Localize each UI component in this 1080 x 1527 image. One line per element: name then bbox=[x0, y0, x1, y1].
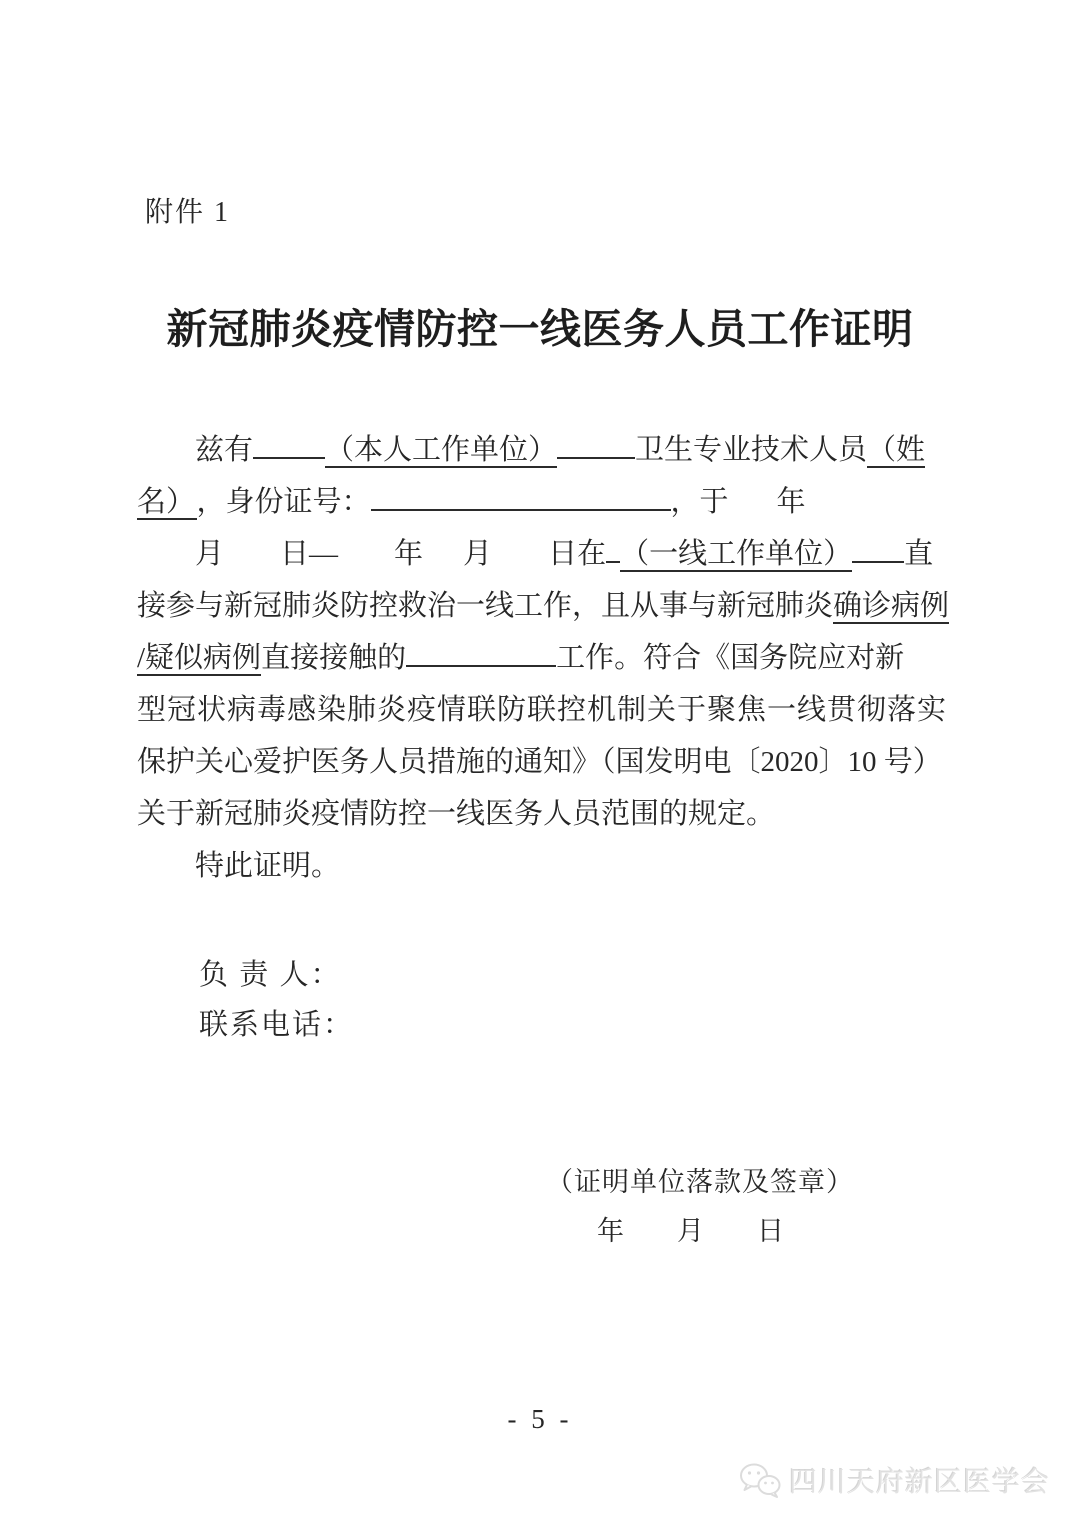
blank-field-own-unit-left bbox=[253, 425, 325, 459]
paragraph-indent bbox=[137, 562, 195, 563]
blank-field-frontline-unit-right bbox=[852, 529, 904, 563]
attachment-label: 附件 1 bbox=[145, 197, 231, 228]
blank-field-work-type bbox=[406, 633, 556, 667]
body-line-8 bbox=[137, 788, 952, 840]
line8-text: 关于新冠肺炎疫情防控一线医务人员范围的规定。 bbox=[137, 798, 776, 830]
document-body bbox=[137, 424, 952, 892]
line3-month2: 月 bbox=[463, 538, 493, 570]
spacer bbox=[729, 510, 777, 511]
line2-yu: ，于 bbox=[670, 486, 729, 518]
line3-month1: 月 bbox=[195, 538, 225, 570]
date-month-label: 月 bbox=[677, 1216, 704, 1246]
page-number: - 5 - bbox=[507, 1404, 573, 1434]
watermark bbox=[739, 1460, 1050, 1500]
paragraph-indent bbox=[137, 458, 195, 459]
own-unit-hint: （本人工作单位） bbox=[325, 434, 558, 466]
contact-phone-label: 联系电话： bbox=[199, 1009, 355, 1041]
blank-field-frontline-unit-left bbox=[606, 529, 620, 563]
name-open: （姓 bbox=[867, 434, 926, 466]
watermark-text: 四川天府新区医学会 bbox=[788, 1466, 1050, 1497]
spacer bbox=[338, 562, 394, 563]
date-year-label: 年 bbox=[597, 1216, 624, 1246]
line1-middle: 卫生专业技术人员 bbox=[635, 434, 868, 466]
wechat-logo-icon bbox=[739, 1462, 781, 1498]
spacer bbox=[423, 562, 463, 563]
line5-rest: 工作。符合《国务院应对新 bbox=[556, 642, 905, 674]
spacer bbox=[224, 562, 280, 563]
body-line-3 bbox=[137, 528, 952, 580]
date-day-label: 日 bbox=[757, 1216, 784, 1246]
line3-day-at: 日在 bbox=[548, 538, 607, 570]
body-line-7 bbox=[137, 736, 952, 788]
blank-field-own-unit-right bbox=[557, 425, 635, 459]
spacer bbox=[492, 562, 548, 563]
line3-year: 年 bbox=[394, 538, 424, 570]
line2-year: 年 bbox=[776, 486, 806, 518]
hereby-certified-text: 特此证明。 bbox=[195, 850, 341, 882]
line6-text: 型冠状病毒感染肺炎疫情联防联控机制关于聚焦一线贯彻落实 bbox=[137, 694, 948, 726]
line1-prefix: 兹有 bbox=[195, 434, 254, 466]
line3-day-dash: 日— bbox=[280, 538, 339, 570]
spacer bbox=[624, 1239, 677, 1240]
signature-date-line bbox=[597, 1209, 784, 1248]
frontline-unit-hint: （一线工作单位） bbox=[620, 538, 853, 570]
responsible-person-label: 负 责 人： bbox=[199, 959, 342, 991]
document-title: 新冠肺炎疫情防控一线医务人员工作证明 bbox=[166, 306, 914, 352]
id-number-label: ，身份证号： bbox=[196, 486, 371, 518]
body-line-5 bbox=[137, 632, 952, 684]
line3-zhi: 直 bbox=[904, 538, 934, 570]
confirmed-cases-underlined: 确诊病例 bbox=[833, 590, 950, 622]
certifying-unit-seal-label: （证明单位落款及签章） bbox=[546, 1167, 854, 1197]
body-line-6 bbox=[137, 684, 952, 736]
spacer bbox=[704, 1239, 757, 1240]
suspected-cases-underlined: /疑似病例 bbox=[137, 642, 262, 674]
name-close: 名） bbox=[137, 486, 197, 520]
body-line-2 bbox=[137, 476, 952, 528]
blank-field-id-number bbox=[371, 477, 671, 511]
body-line-4 bbox=[137, 580, 952, 632]
body-line-1 bbox=[137, 424, 952, 476]
line4-text: 接参与新冠肺炎防控救治一线工作，且从事与新冠肺炎 bbox=[137, 590, 834, 622]
body-line-9 bbox=[137, 840, 952, 892]
line7-text: 保护关心爱护医务人员措施的通知》（国发明电〔2020〕10 号） bbox=[137, 746, 942, 778]
line5-contact: 直接接触的 bbox=[261, 642, 407, 674]
paragraph-indent bbox=[137, 874, 195, 875]
signature-block bbox=[199, 950, 354, 1050]
